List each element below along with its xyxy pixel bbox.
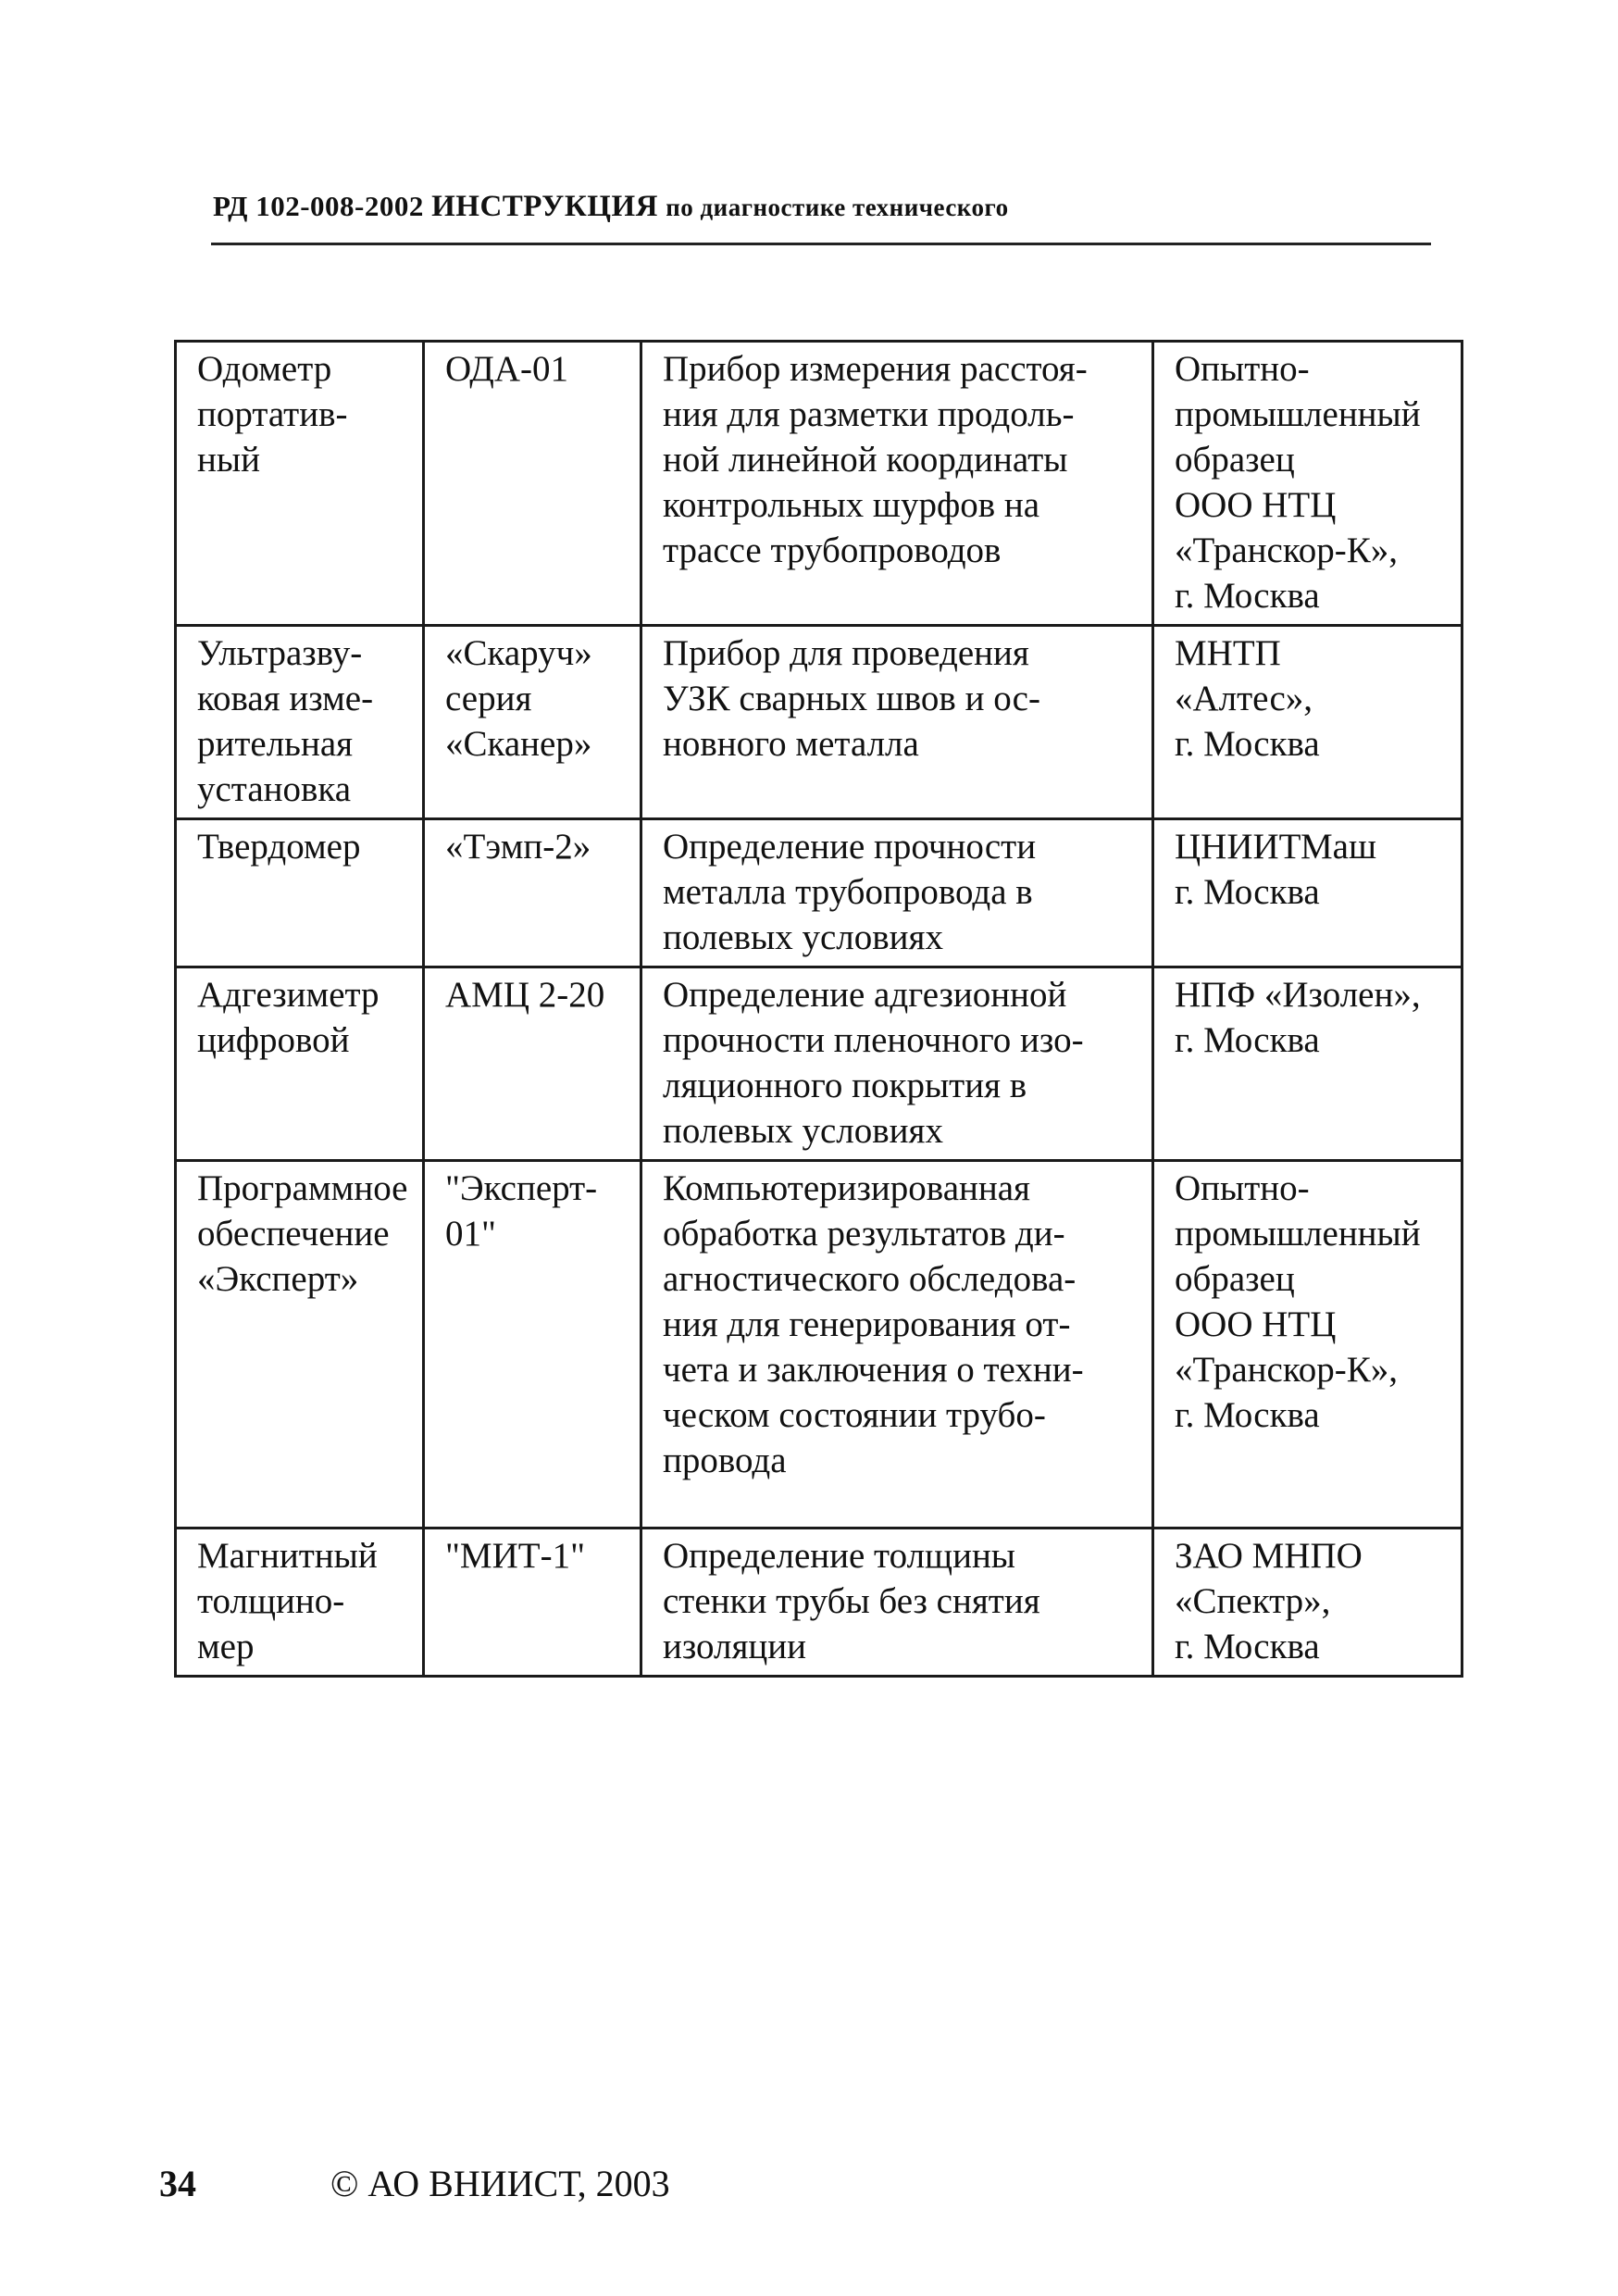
equipment-maker: ЗАО МНПО «Спектр», г. Москва [1175, 1536, 1363, 1666]
equipment-maker: Опытно- промышленный образец ООО НТЦ «Транскор-К», г. Москва [1175, 349, 1421, 616]
equipment-maker-cell [1153, 819, 1462, 967]
page-footer [159, 2162, 670, 2205]
equipment-name-cell [176, 819, 424, 967]
equipment-name-cell [176, 967, 424, 1161]
equipment-model: ОДА-01 [445, 349, 568, 389]
page-number: 34 [159, 2163, 196, 2204]
page-header [213, 190, 1425, 224]
equipment-purpose: Прибор для проведения УЗК сварных швов и ос- новного металла [663, 633, 1040, 764]
equipment-purpose-cell [641, 626, 1153, 819]
equipment-maker-cell [1153, 342, 1462, 626]
equipment-maker: Опытно- промышленный образец ООО НТЦ «Транскор-К», г. Москва [1175, 1168, 1421, 1435]
equipment-purpose-cell [641, 342, 1153, 626]
equipment-maker-cell [1153, 1161, 1462, 1529]
equipment-purpose: Определение толщины стенки трубы без снятия изоляции [663, 1536, 1040, 1666]
equipment-purpose: Прибор измерения расстоя- ния для разметки продоль- ной линейной координаты контрольных шурфов на трассе трубопроводов [663, 349, 1088, 570]
equipment-name-cell [176, 342, 424, 626]
equipment-purpose-cell [641, 967, 1153, 1161]
equipment-name: Программное обеспечение «Эксперт» [197, 1168, 408, 1299]
equipment-model-cell [424, 342, 641, 626]
equipment-model: "МИТ-1" [445, 1536, 585, 1576]
equipment-purpose-cell [641, 819, 1153, 967]
equipment-maker-cell [1153, 967, 1462, 1161]
equipment-model-cell [424, 819, 641, 967]
doc-code: РД 102-008-2002 [213, 190, 424, 222]
equipment-name-cell [176, 1161, 424, 1529]
equipment-purpose: Определение прочности металла трубопровода в полевых условиях [663, 827, 1037, 957]
equipment-name: Одометр портатив- ный [197, 349, 348, 480]
equipment-model-cell [424, 967, 641, 1161]
equipment-purpose: Определение адгезионной прочности пленочного изо- ляционного покрытия в полевых условиях [663, 975, 1084, 1151]
equipment-model-cell [424, 1529, 641, 1677]
equipment-model-cell [424, 1161, 641, 1529]
equipment-model: «Скаруч» серия «Сканер» [445, 633, 592, 764]
table-row [176, 342, 1462, 626]
equipment-name: Адгезиметр цифровой [197, 975, 380, 1060]
table-row [176, 626, 1462, 819]
equipment-maker-cell [1153, 1529, 1462, 1677]
equipment-purpose: Компьютеризированная обработка результатов ди- агностического обследова- ния для генерирования от- чета и заключения о техни- ческом состоянии трубо- провода [663, 1168, 1084, 1480]
doc-title-main: ИНСТРУКЦИЯ [431, 190, 658, 223]
table-row [176, 967, 1462, 1161]
table-row [176, 1161, 1462, 1529]
equipment-model: АМЦ 2-20 [445, 975, 605, 1015]
equipment-name-cell [176, 1529, 424, 1677]
equipment-name: Твердомер [197, 827, 361, 867]
equipment-table [174, 340, 1463, 1678]
table-row [176, 1529, 1462, 1677]
equipment-maker: МНТП «Алтес», г. Москва [1175, 633, 1320, 764]
equipment-purpose-cell [641, 1161, 1153, 1529]
equipment-model: "Эксперт- 01" [445, 1168, 598, 1254]
equipment-maker: ЦНИИТМаш г. Москва [1175, 827, 1376, 912]
equipment-name: Магнитный толщино- мер [197, 1536, 378, 1666]
equipment-model-cell [424, 626, 641, 819]
equipment-maker: НПФ «Изолен», г. Москва [1175, 975, 1421, 1060]
equipment-maker-cell [1153, 626, 1462, 819]
equipment-name-cell [176, 626, 424, 819]
equipment-purpose-cell [641, 1529, 1153, 1677]
equipment-model: «Тэмп-2» [445, 827, 591, 867]
table-row [176, 819, 1462, 967]
equipment-name: Ультразву- ковая изме- рительная установка [197, 633, 374, 809]
copyright-notice: © АО ВНИИСТ, 2003 [330, 2163, 670, 2204]
doc-title-rest: по диагностике технического [666, 193, 1009, 221]
header-divider [211, 243, 1431, 245]
